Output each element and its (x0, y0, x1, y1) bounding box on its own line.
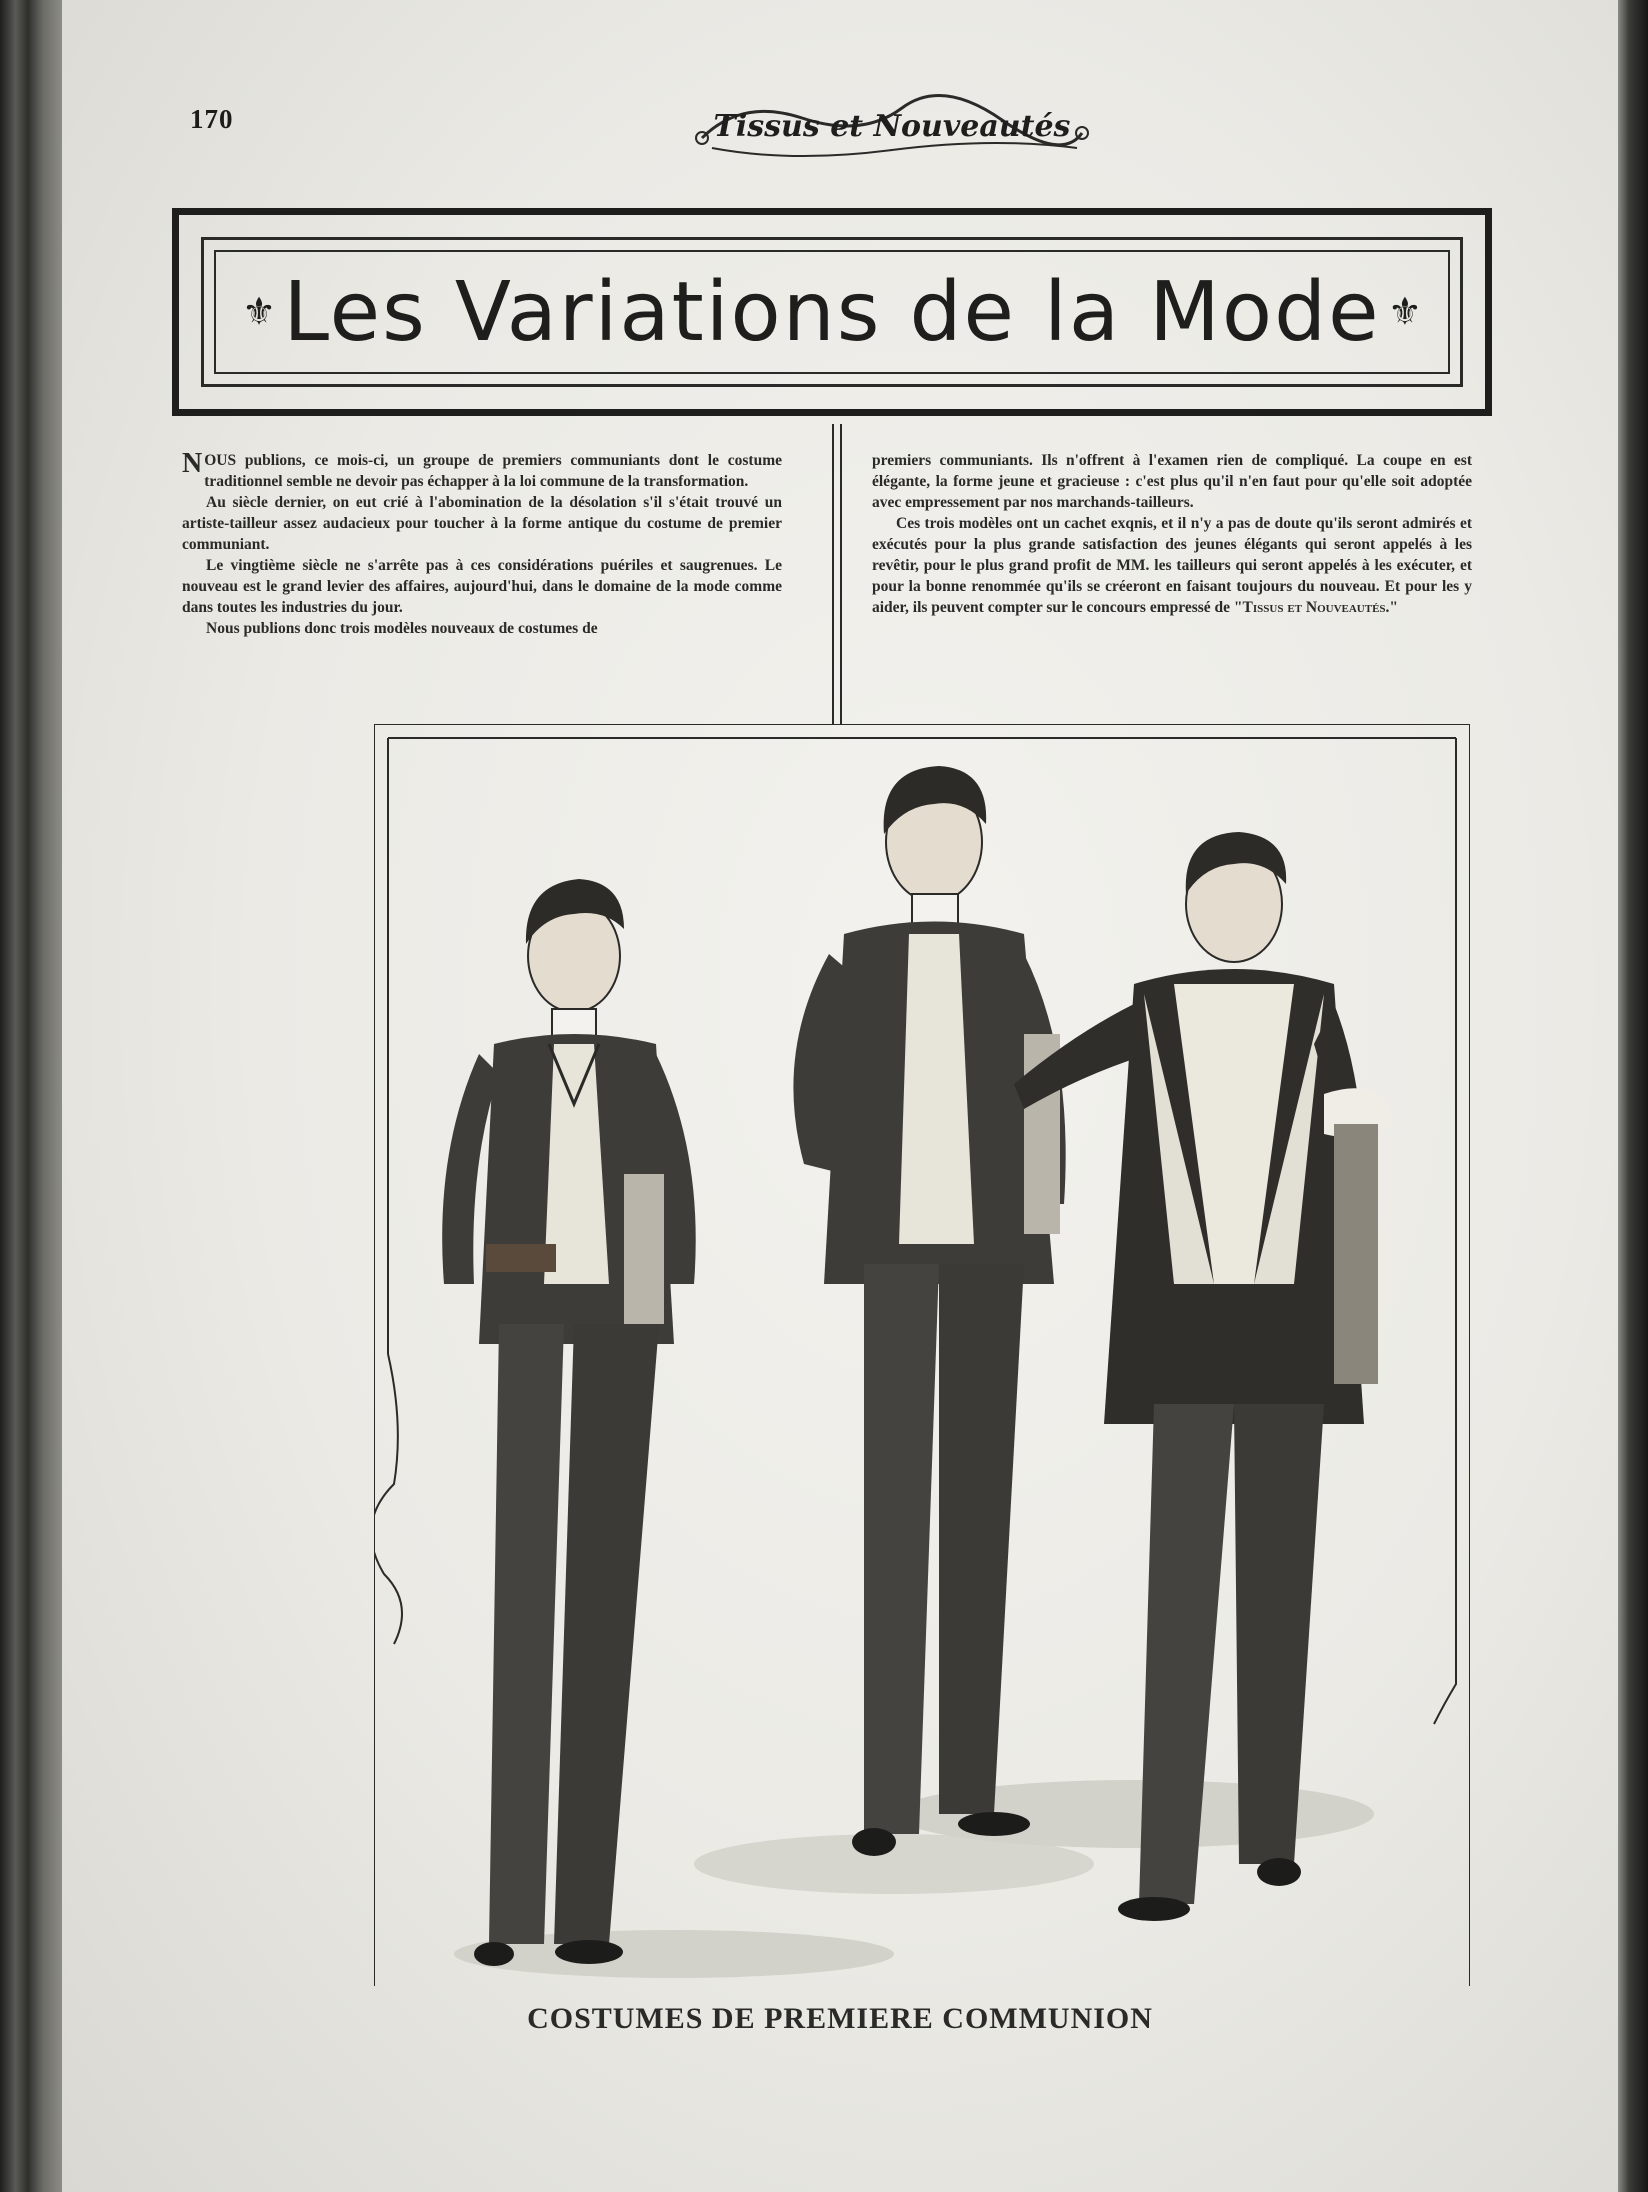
book-edge (1616, 0, 1648, 2192)
paragraph: Nous publions donc trois modèles nouveaux de costumes de (206, 620, 598, 637)
fashion-plate-illustration (374, 724, 1470, 1986)
page-number: 170 (190, 104, 234, 134)
article-column-right (872, 450, 1472, 618)
figure-left (442, 879, 696, 1966)
column-divider (840, 424, 842, 724)
paragraph: premiers communiants. Ils n'offrent à l'examen rien de compliqué. La coupe en est élégante, la forme jeune et gracieuse : c'est plus qu'il n'en faut pour qu'elle soit adoptée avec empressement par nos marchands-tailleurs. (872, 452, 1472, 511)
plate-caption: COSTUMES DE PREMIERE COMMUNION (527, 2002, 1153, 2035)
masthead-logo (682, 78, 1102, 168)
fleur-de-lis-icon: ⚜ (1387, 291, 1422, 334)
article-title: Les Variations de la Mode (283, 264, 1381, 360)
article-column-left (182, 450, 782, 639)
paragraph: Au siècle dernier, on eut crié à l'abomination de la désolation s'il s'était trouvé un artiste-tailleur assez audacieux pour toucher à la forme antique du costume de premier communiant. (182, 494, 782, 553)
paragraph: Le vingtième siècle ne s'arrête pas à ces considérations puériles et saugrenues. Le nouveau est le grand levier des affaires, aujourd'hui, dans le domaine de la mode comme dans toutes les industries du jour. (182, 557, 782, 616)
figure-right (1014, 832, 1394, 1921)
paragraph: OUS publions, ce mois-ci, un groupe de premiers communiants dont le costume traditionnel semble ne devoir pas échapper à la loi commune de la transformation. (204, 452, 782, 490)
paragraph: Ces trois modèles ont un cachet exqnis, et il n'y a pas de doute qu'ils seront admirés et exécutés pour la plus grande satisfaction des jeunes élégants qui seront appelés à les revêtir, pour le plus grand profit de MM. les tailleurs qui seront appelés à les exécuter, et pour la bonne renommée qu'ils se créeront en faisant toujours du nouveau. Et pour les y aider, ils peuvent compter sur le concours empressé de "Tissus et Nouveautés." (872, 515, 1472, 616)
dropcap: N (182, 448, 203, 479)
title-frame (172, 208, 1492, 416)
figure-middle (793, 766, 1065, 1856)
fleur-de-lis-icon: ⚜ (242, 291, 277, 334)
magazine-page (62, 0, 1618, 2192)
book-spine (0, 0, 62, 2192)
column-divider (832, 424, 834, 724)
magazine-name: Tissus et Nouveautés. (1242, 599, 1390, 616)
masthead-text: Tissus et Nouveautés (713, 109, 1071, 144)
